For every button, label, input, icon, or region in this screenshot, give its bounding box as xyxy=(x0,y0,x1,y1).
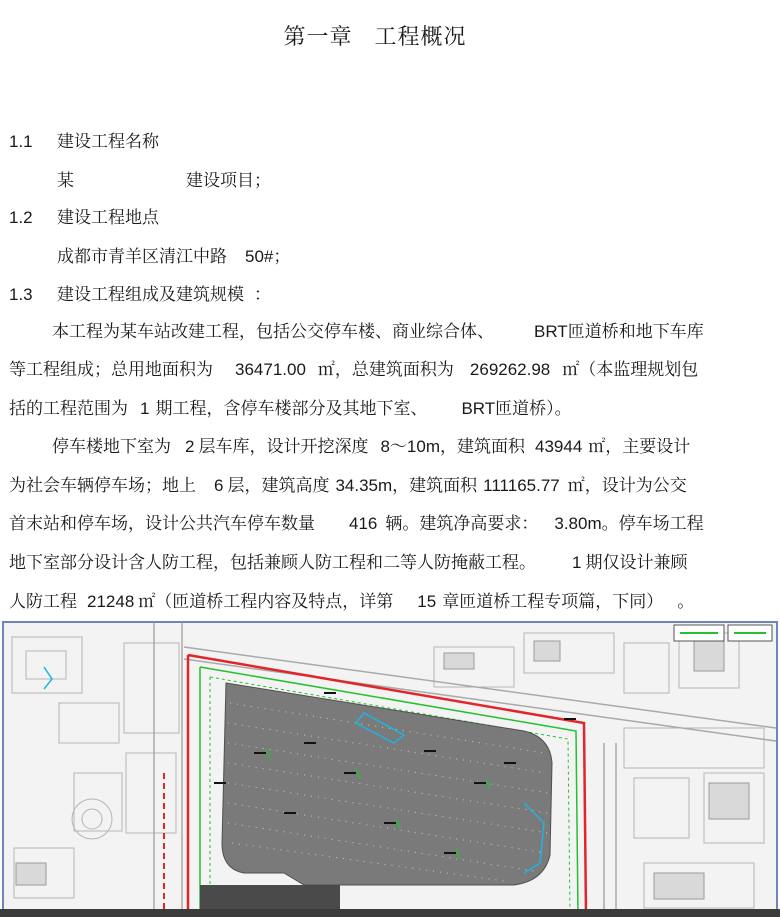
para2-line2: 为社会车辆停车场；地上 6 层，建筑高度 34.35m，建筑面积 111165.77 ㎡，设计为公交 xyxy=(9,476,687,496)
section-number: 1.2 xyxy=(9,208,33,227)
para2-line4: 地下室部分设计含人防工程，包括兼顾人防工程和二等人防掩蔽工程。 1 期仅设计兼顾 xyxy=(9,553,688,573)
project-name-line: 某 建设项目； xyxy=(57,171,271,191)
chapter-title xyxy=(0,20,750,51)
section-title: 建设工程地点 xyxy=(57,208,159,228)
bottom-bar xyxy=(0,909,780,917)
site-plan-svg xyxy=(4,623,776,915)
section-1-1-heading xyxy=(9,131,159,153)
site-plan-drawing xyxy=(2,621,778,917)
section-1-2-heading xyxy=(9,207,159,229)
para1-line2: 等工程组成；总用地面积为 36471.00 ㎡，总建筑面积为 269262.98 ㎡（本监理规划包 xyxy=(9,360,699,380)
section-number: 1.1 xyxy=(9,132,33,151)
project-location-line: 成都市青羊区清江中路 50#； xyxy=(57,247,291,267)
chapter-name: 工程概况 xyxy=(374,25,467,50)
section-title: 建设工程组成及建筑规模 xyxy=(57,285,244,305)
para2-line5: 人防工程 21248 ㎡（匝道桥工程内容及特点，详第 15 章匝道桥工程专项篇，下同） 。 xyxy=(9,592,695,612)
para2-line3: 首末站和停车场，设计公共汽车停车数量 416 辆。建筑净高要求： 3.80m。停车场工程 xyxy=(9,514,704,534)
para2-line1: 停车楼地下室为 2 层车库，设计开挖深度 8～10m，建筑面积 43944 ㎡，主要设计 xyxy=(52,437,691,457)
drawing-legend xyxy=(674,625,772,641)
para1-line3: 括的工程范围为 1 期工程，含停车楼部分及其地下室、 BRT匝道桥）。 xyxy=(9,399,572,419)
section-number: 1.3 xyxy=(9,285,33,304)
para1-line1: 本工程为某车站改建工程，包括公交停车楼、商业综合体、 BRT匝道桥和地下车库 xyxy=(52,322,704,342)
chapter-number: 第一章 xyxy=(283,25,353,50)
section-title: 建设工程名称 xyxy=(57,132,159,152)
section-1-3-heading: 1.3 建设工程组成及建筑规模 ： xyxy=(9,285,271,305)
